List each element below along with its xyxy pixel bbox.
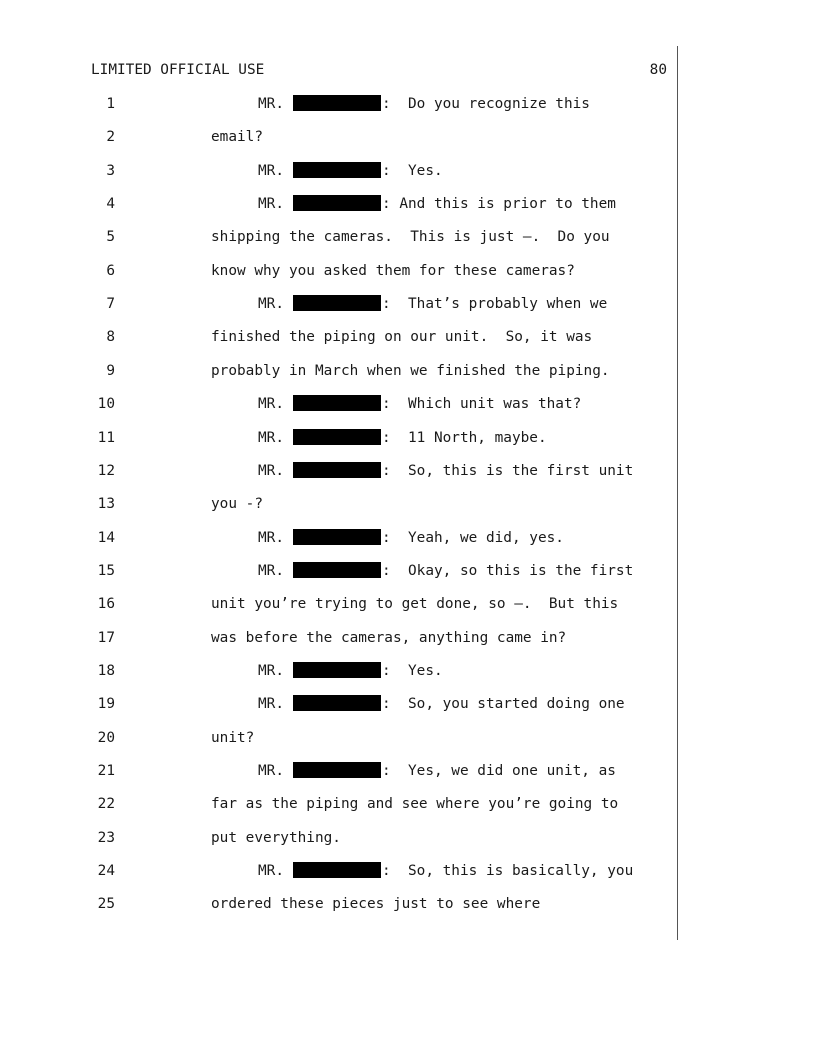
line-number: 9	[106, 362, 115, 379]
line-number: 14	[97, 529, 115, 546]
line-number: 8	[106, 329, 115, 346]
speaker-title: MR.	[258, 562, 284, 579]
speaker-title: MR.	[258, 763, 284, 779]
testimony-text: finished the piping on our unit. So, it was	[211, 329, 593, 346]
testimony-text: : Which unit was that?	[382, 396, 582, 413]
testimony-text: : Do you recognize this	[382, 96, 590, 112]
line-number: 23	[97, 829, 115, 846]
testimony-text: was before the cameras, anything came in?	[211, 629, 567, 646]
testimony-text: you -?	[211, 496, 263, 513]
speaker-title: MR.	[258, 396, 284, 413]
redaction-box	[293, 429, 381, 445]
line-number: 16	[97, 596, 115, 613]
redaction-box	[293, 162, 381, 178]
testimony-text: : And this is prior to them	[382, 196, 616, 213]
redaction-box	[293, 862, 381, 878]
testimony-text: far as the piping and see where you’re going to	[211, 796, 619, 813]
speaker-line	[258, 694, 625, 714]
speaker-title: MR.	[258, 96, 284, 112]
redaction-box	[293, 562, 381, 578]
speaker-title: MR.	[258, 196, 284, 213]
testimony-text: : That’s probably when we	[382, 296, 608, 313]
testimony-text: : 11 North, maybe.	[382, 429, 547, 446]
redaction-box	[293, 762, 381, 778]
testimony-text: : Okay, so this is the first	[382, 562, 634, 579]
line-number: 1	[106, 96, 115, 112]
testimony-text: : So, this is basically, you	[382, 863, 634, 880]
speaker-title: MR.	[258, 162, 284, 179]
speaker-title: MR.	[258, 696, 284, 713]
line-number: 17	[97, 629, 115, 646]
testimony-text: : Yes.	[382, 662, 443, 679]
speaker-title: MR.	[258, 863, 284, 880]
line-number: 21	[97, 763, 115, 779]
testimony-text: ordered these pieces just to see where	[211, 896, 541, 913]
speaker-line	[258, 528, 564, 548]
speaker-title: MR.	[258, 462, 284, 479]
line-number: 24	[97, 863, 115, 880]
speaker-line	[258, 461, 633, 481]
speaker-line	[258, 661, 443, 681]
redaction-box	[293, 695, 381, 711]
testimony-text: : Yes.	[382, 162, 443, 179]
line-number: 12	[97, 462, 115, 479]
testimony-text: : Yeah, we did, yes.	[382, 529, 564, 546]
testimony-text: know why you asked them for these cameras?	[211, 262, 575, 279]
line-number: 5	[106, 229, 115, 246]
line-number: 19	[97, 696, 115, 713]
speaker-title: MR.	[258, 429, 284, 446]
redaction-box	[293, 195, 381, 211]
testimony-text: shipping the cameras. This is just –. Do you	[211, 229, 610, 246]
redaction-box	[293, 462, 381, 478]
line-number: 3	[106, 162, 115, 179]
line-number: 15	[97, 562, 115, 579]
line-number: 22	[97, 796, 115, 813]
redaction-box	[293, 662, 381, 678]
speaker-line	[258, 94, 590, 114]
line-number: 18	[97, 662, 115, 679]
line-number: 7	[106, 296, 115, 313]
speaker-line	[258, 861, 633, 881]
line-number: 25	[97, 896, 115, 913]
page-header-classification: LIMITED OFFICIAL USE	[91, 62, 265, 78]
testimony-text: email?	[211, 129, 263, 146]
testimony-text: put everything.	[211, 829, 341, 846]
speaker-line	[258, 428, 547, 448]
page-number: 80	[649, 62, 667, 78]
testimony-text: unit?	[211, 729, 255, 746]
speaker-line	[258, 194, 616, 214]
line-number: 6	[106, 262, 115, 279]
speaker-title: MR.	[258, 662, 284, 679]
line-number: 4	[106, 196, 115, 213]
speaker-line	[258, 294, 607, 314]
testimony-text: unit you’re trying to get done, so –. But this	[211, 596, 619, 613]
speaker-title: MR.	[258, 296, 284, 313]
speaker-line	[258, 561, 633, 581]
line-number: 11	[97, 429, 115, 446]
speaker-line	[258, 761, 616, 781]
line-number: 10	[97, 396, 115, 413]
speaker-line	[258, 161, 443, 181]
redaction-box	[293, 529, 381, 545]
redaction-box	[293, 295, 381, 311]
right-margin-rule	[677, 46, 678, 940]
line-number: 20	[97, 729, 115, 746]
testimony-text: : Yes, we did one unit, as	[382, 763, 616, 779]
testimony-text: probably in March when we finished the piping.	[211, 362, 610, 379]
redaction-box	[293, 395, 381, 411]
speaker-title: MR.	[258, 529, 284, 546]
line-number: 2	[106, 129, 115, 146]
redaction-box	[293, 95, 381, 111]
speaker-line	[258, 394, 581, 414]
testimony-text: : So, this is the first unit	[382, 462, 634, 479]
line-number: 13	[97, 496, 115, 513]
testimony-text: : So, you started doing one	[382, 696, 625, 713]
